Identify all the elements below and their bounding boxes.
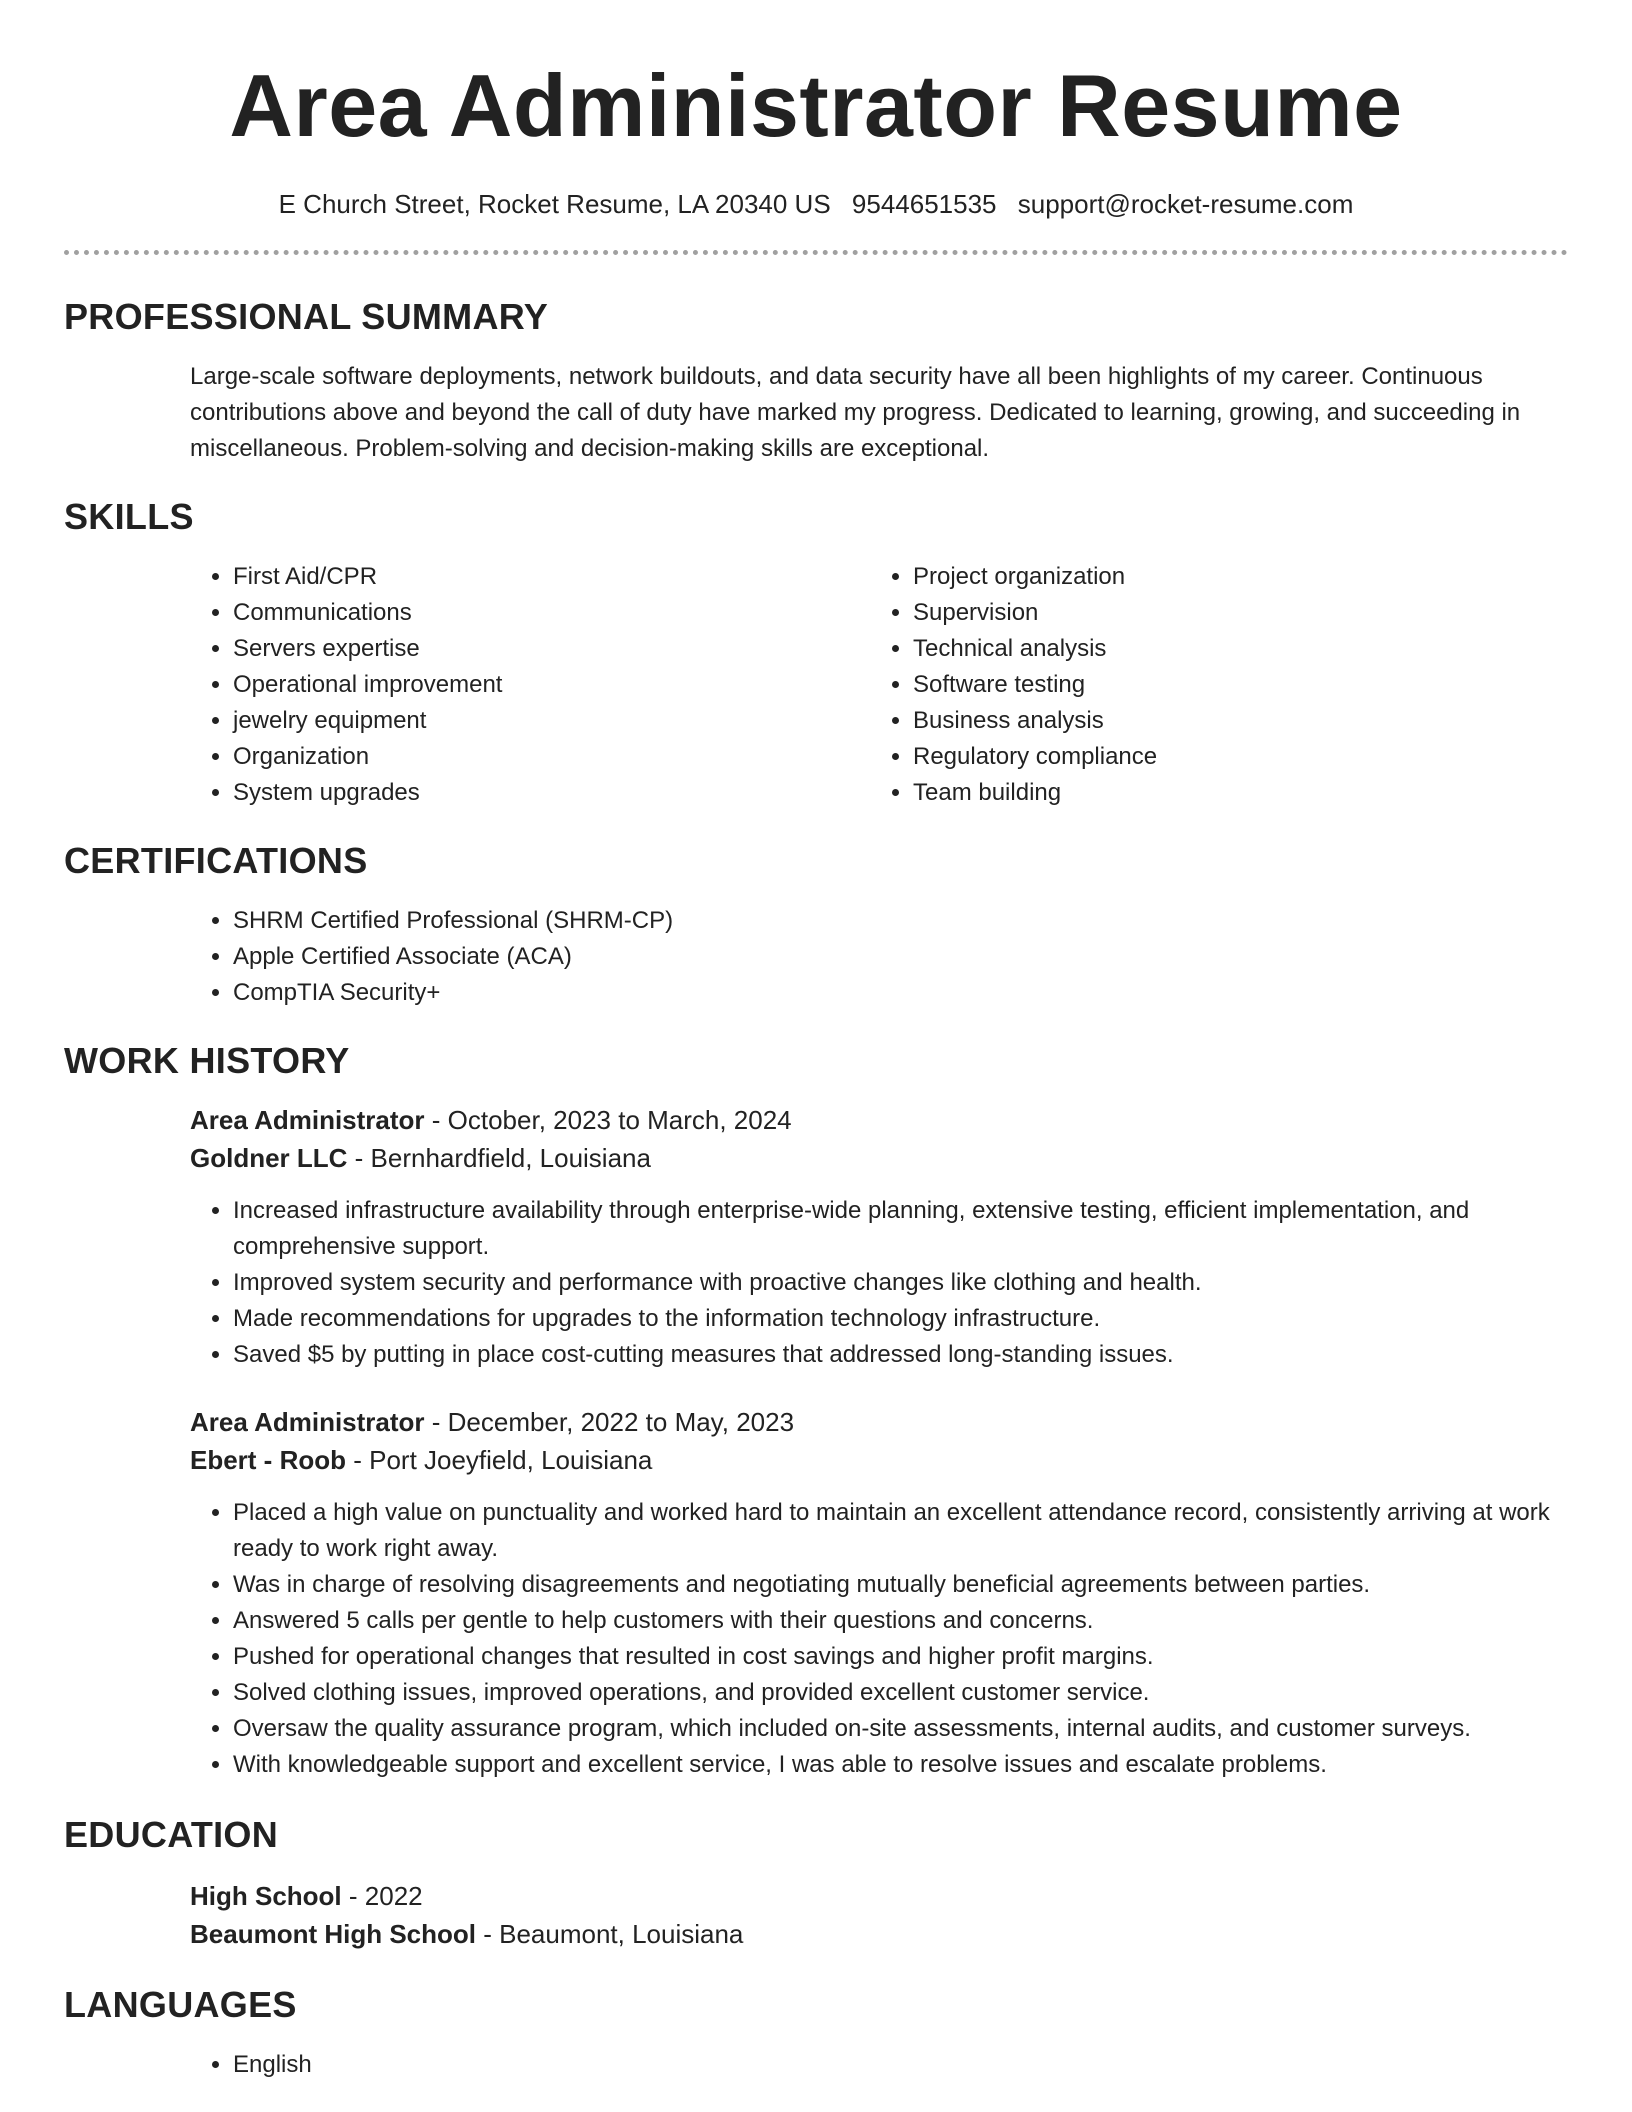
skills-column-right bbox=[870, 559, 1550, 811]
job-company: Goldner LLC bbox=[190, 1143, 348, 1173]
section-professional-summary bbox=[64, 295, 1568, 467]
education-degree-line bbox=[190, 1877, 1568, 1915]
resume-title: Area Administrator Resume bbox=[229, 56, 1403, 155]
job-location: - Port Joeyfield, Louisiana bbox=[346, 1445, 653, 1475]
skill-item: • First Aid/CPR bbox=[233, 559, 870, 595]
certification-item: • SHRM Certified Professional (SHRM-CP) bbox=[233, 903, 1568, 939]
section-languages bbox=[64, 1983, 1568, 2083]
skill-item: • System upgrades bbox=[233, 775, 870, 811]
section-skills bbox=[64, 495, 1568, 811]
job-company-line bbox=[190, 1441, 1568, 1479]
skill-item: • jewelry equipment bbox=[233, 703, 870, 739]
certifications-body bbox=[64, 903, 1568, 1011]
section-heading-languages: LANGUAGES bbox=[64, 1984, 297, 2025]
job-bullet: • Saved $5 by putting in place cost-cutting measures that addressed long-standing issues. bbox=[233, 1337, 1568, 1373]
header-divider bbox=[64, 250, 1568, 255]
job-bullet: • Pushed for operational changes that resulted in cost savings and higher profit margins. bbox=[233, 1639, 1568, 1675]
contact-email: support@rocket-resume.com bbox=[1017, 189, 1354, 219]
skill-item: • Business analysis bbox=[913, 703, 1550, 739]
skills-list-left bbox=[190, 559, 870, 811]
section-heading-education: EDUCATION bbox=[64, 1814, 279, 1855]
job-bullets bbox=[190, 1193, 1568, 1373]
skills-column-left bbox=[190, 559, 870, 811]
job-bullet: • With knowledgeable support and excellent service, I was able to resolve issues and escalate problems. bbox=[233, 1747, 1568, 1783]
certification-item: • CompTIA Security+ bbox=[233, 975, 1568, 1011]
contact-address: E Church Street, Rocket Resume, LA 20340 US bbox=[278, 189, 831, 219]
languages-list bbox=[190, 2047, 1568, 2083]
skills-body bbox=[64, 559, 1568, 811]
job-bullet: • Was in charge of resolving disagreements and negotiating mutually beneficial agreements between parties. bbox=[233, 1567, 1568, 1603]
job-dates: - December, 2022 to May, 2023 bbox=[424, 1407, 795, 1437]
job-bullet: • Answered 5 calls per gentle to help customers with their questions and concerns. bbox=[233, 1603, 1568, 1639]
job-bullet: • Oversaw the quality assurance program, which included on-site assessments, internal audits, and customer surveys. bbox=[233, 1711, 1568, 1747]
job-entry bbox=[190, 1403, 1568, 1783]
summary-body bbox=[64, 359, 1568, 467]
resume-header bbox=[0, 0, 1632, 222]
skills-grid bbox=[190, 559, 1568, 811]
section-heading-skills: SKILLS bbox=[64, 496, 194, 537]
education-year: - 2022 bbox=[341, 1881, 423, 1911]
certification-item: • Apple Certified Associate (ACA) bbox=[233, 939, 1568, 975]
skill-item: • Team building bbox=[913, 775, 1550, 811]
skill-item: • Regulatory compliance bbox=[913, 739, 1550, 775]
skill-item: • Project organization bbox=[913, 559, 1550, 595]
skill-item: • Technical analysis bbox=[913, 631, 1550, 667]
education-body bbox=[64, 1877, 1568, 1953]
summary-text: Large-scale software deployments, network buildouts, and data security have all been highlights of my career. Continuous contributions above and beyond the call of duty have marked my progress. Dedicated to learning, growing, and succeeding in miscellaneous. Problem-solving and decision-making skills are exceptional. bbox=[190, 363, 1521, 462]
education-degree: High School bbox=[190, 1881, 342, 1911]
job-bullet: • Made recommendations for upgrades to the information technology infrastructure. bbox=[233, 1301, 1568, 1337]
education-school-line bbox=[190, 1915, 1568, 1953]
skills-list-right bbox=[870, 559, 1550, 811]
job-bullets bbox=[190, 1495, 1568, 1783]
skill-item: • Communications bbox=[233, 595, 870, 631]
skill-item: • Software testing bbox=[913, 667, 1550, 703]
job-title-line bbox=[190, 1101, 1568, 1139]
language-item: • English bbox=[233, 2047, 1568, 2083]
job-entry bbox=[190, 1101, 1568, 1373]
section-heading-certifications: CERTIFICATIONS bbox=[64, 840, 368, 881]
skill-item: • Organization bbox=[233, 739, 870, 775]
job-dates: - October, 2023 to March, 2024 bbox=[424, 1105, 792, 1135]
education-location: - Beaumont, Louisiana bbox=[476, 1919, 744, 1949]
certifications-list bbox=[190, 903, 1568, 1011]
skill-item: • Supervision bbox=[913, 595, 1550, 631]
job-title: Area Administrator bbox=[190, 1105, 425, 1135]
education-school: Beaumont High School bbox=[190, 1919, 476, 1949]
section-education bbox=[64, 1813, 1568, 1953]
contact-line bbox=[0, 186, 1632, 222]
job-title: Area Administrator bbox=[190, 1407, 425, 1437]
job-bullet: • Improved system security and performance with proactive changes like clothing and health. bbox=[233, 1265, 1568, 1301]
section-heading-work-history: WORK HISTORY bbox=[64, 1040, 350, 1081]
section-work-history bbox=[64, 1039, 1568, 1783]
skill-item: • Servers expertise bbox=[233, 631, 870, 667]
contact-phone: 9544651535 bbox=[851, 189, 997, 219]
skill-item: • Operational improvement bbox=[233, 667, 870, 703]
job-company: Ebert - Roob bbox=[190, 1445, 346, 1475]
work-body bbox=[64, 1101, 1568, 1783]
job-location: - Bernhardfield, Louisiana bbox=[347, 1143, 651, 1173]
job-bullet: • Increased infrastructure availability through enterprise-wide planning, extensive testing, efficient implementation, and comprehensive support. bbox=[233, 1193, 1568, 1265]
job-title-line bbox=[190, 1403, 1568, 1441]
job-bullet: • Placed a high value on punctuality and worked hard to maintain an excellent attendance record, consistently arriving at work ready to work right away. bbox=[233, 1495, 1568, 1567]
job-company-line bbox=[190, 1139, 1568, 1177]
section-heading-summary: PROFESSIONAL SUMMARY bbox=[64, 296, 549, 337]
job-bullet: • Solved clothing issues, improved operations, and provided excellent customer service. bbox=[233, 1675, 1568, 1711]
languages-body bbox=[64, 2047, 1568, 2083]
section-certifications bbox=[64, 839, 1568, 1011]
